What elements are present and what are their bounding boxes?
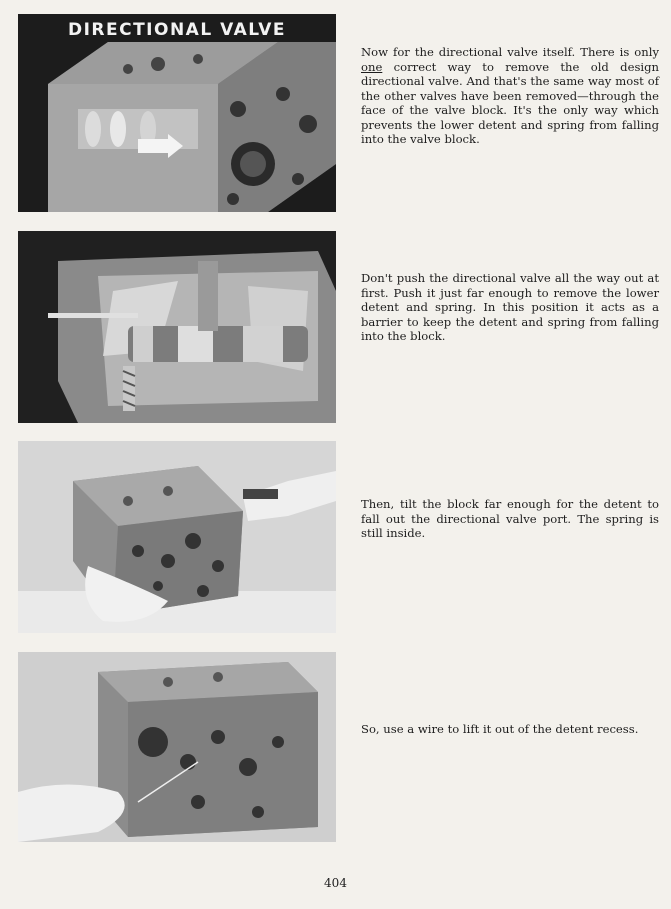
valve-block-photo-4 bbox=[18, 652, 336, 842]
photo-tilt-block bbox=[18, 441, 336, 633]
paragraph-3: Then, tilt the block far enough for the detent to fall out the directional valve port. The spring is still inside. bbox=[361, 497, 659, 540]
paragraph-1 bbox=[361, 45, 659, 147]
photo-cutaway-valve bbox=[18, 231, 336, 423]
valve-block-photo-1 bbox=[18, 14, 336, 212]
paragraph-1-part-b: correct way to remove the old design directional valve. And that's the same way most of the other valves have been removed—through the face of the valve block. It's the only way which prevents the lower detent and spring from falling into the valve block. bbox=[361, 59, 659, 146]
valve-block-photo-3 bbox=[18, 441, 336, 633]
photo-valve-block-face bbox=[18, 14, 336, 212]
paragraph-1-part-a: Now for the directional valve itself. There is only bbox=[361, 45, 659, 59]
valve-block-photo-2 bbox=[18, 231, 336, 423]
paragraph-2: Don't push the directional valve all the way out at first. Push it just far enough to remove the lower detent and spring. In this position it acts as a barrier to keep the detent and spring from falling into the block. bbox=[361, 271, 659, 343]
figure-title: DIRECTIONAL VALVE bbox=[67, 20, 287, 40]
paragraph-1-emphasis: one bbox=[361, 59, 383, 74]
paragraph-4: So, use a wire to lift it out of the detent recess. bbox=[361, 722, 639, 736]
page-number: 404 bbox=[324, 876, 347, 890]
photo-wire-lift bbox=[18, 652, 336, 842]
